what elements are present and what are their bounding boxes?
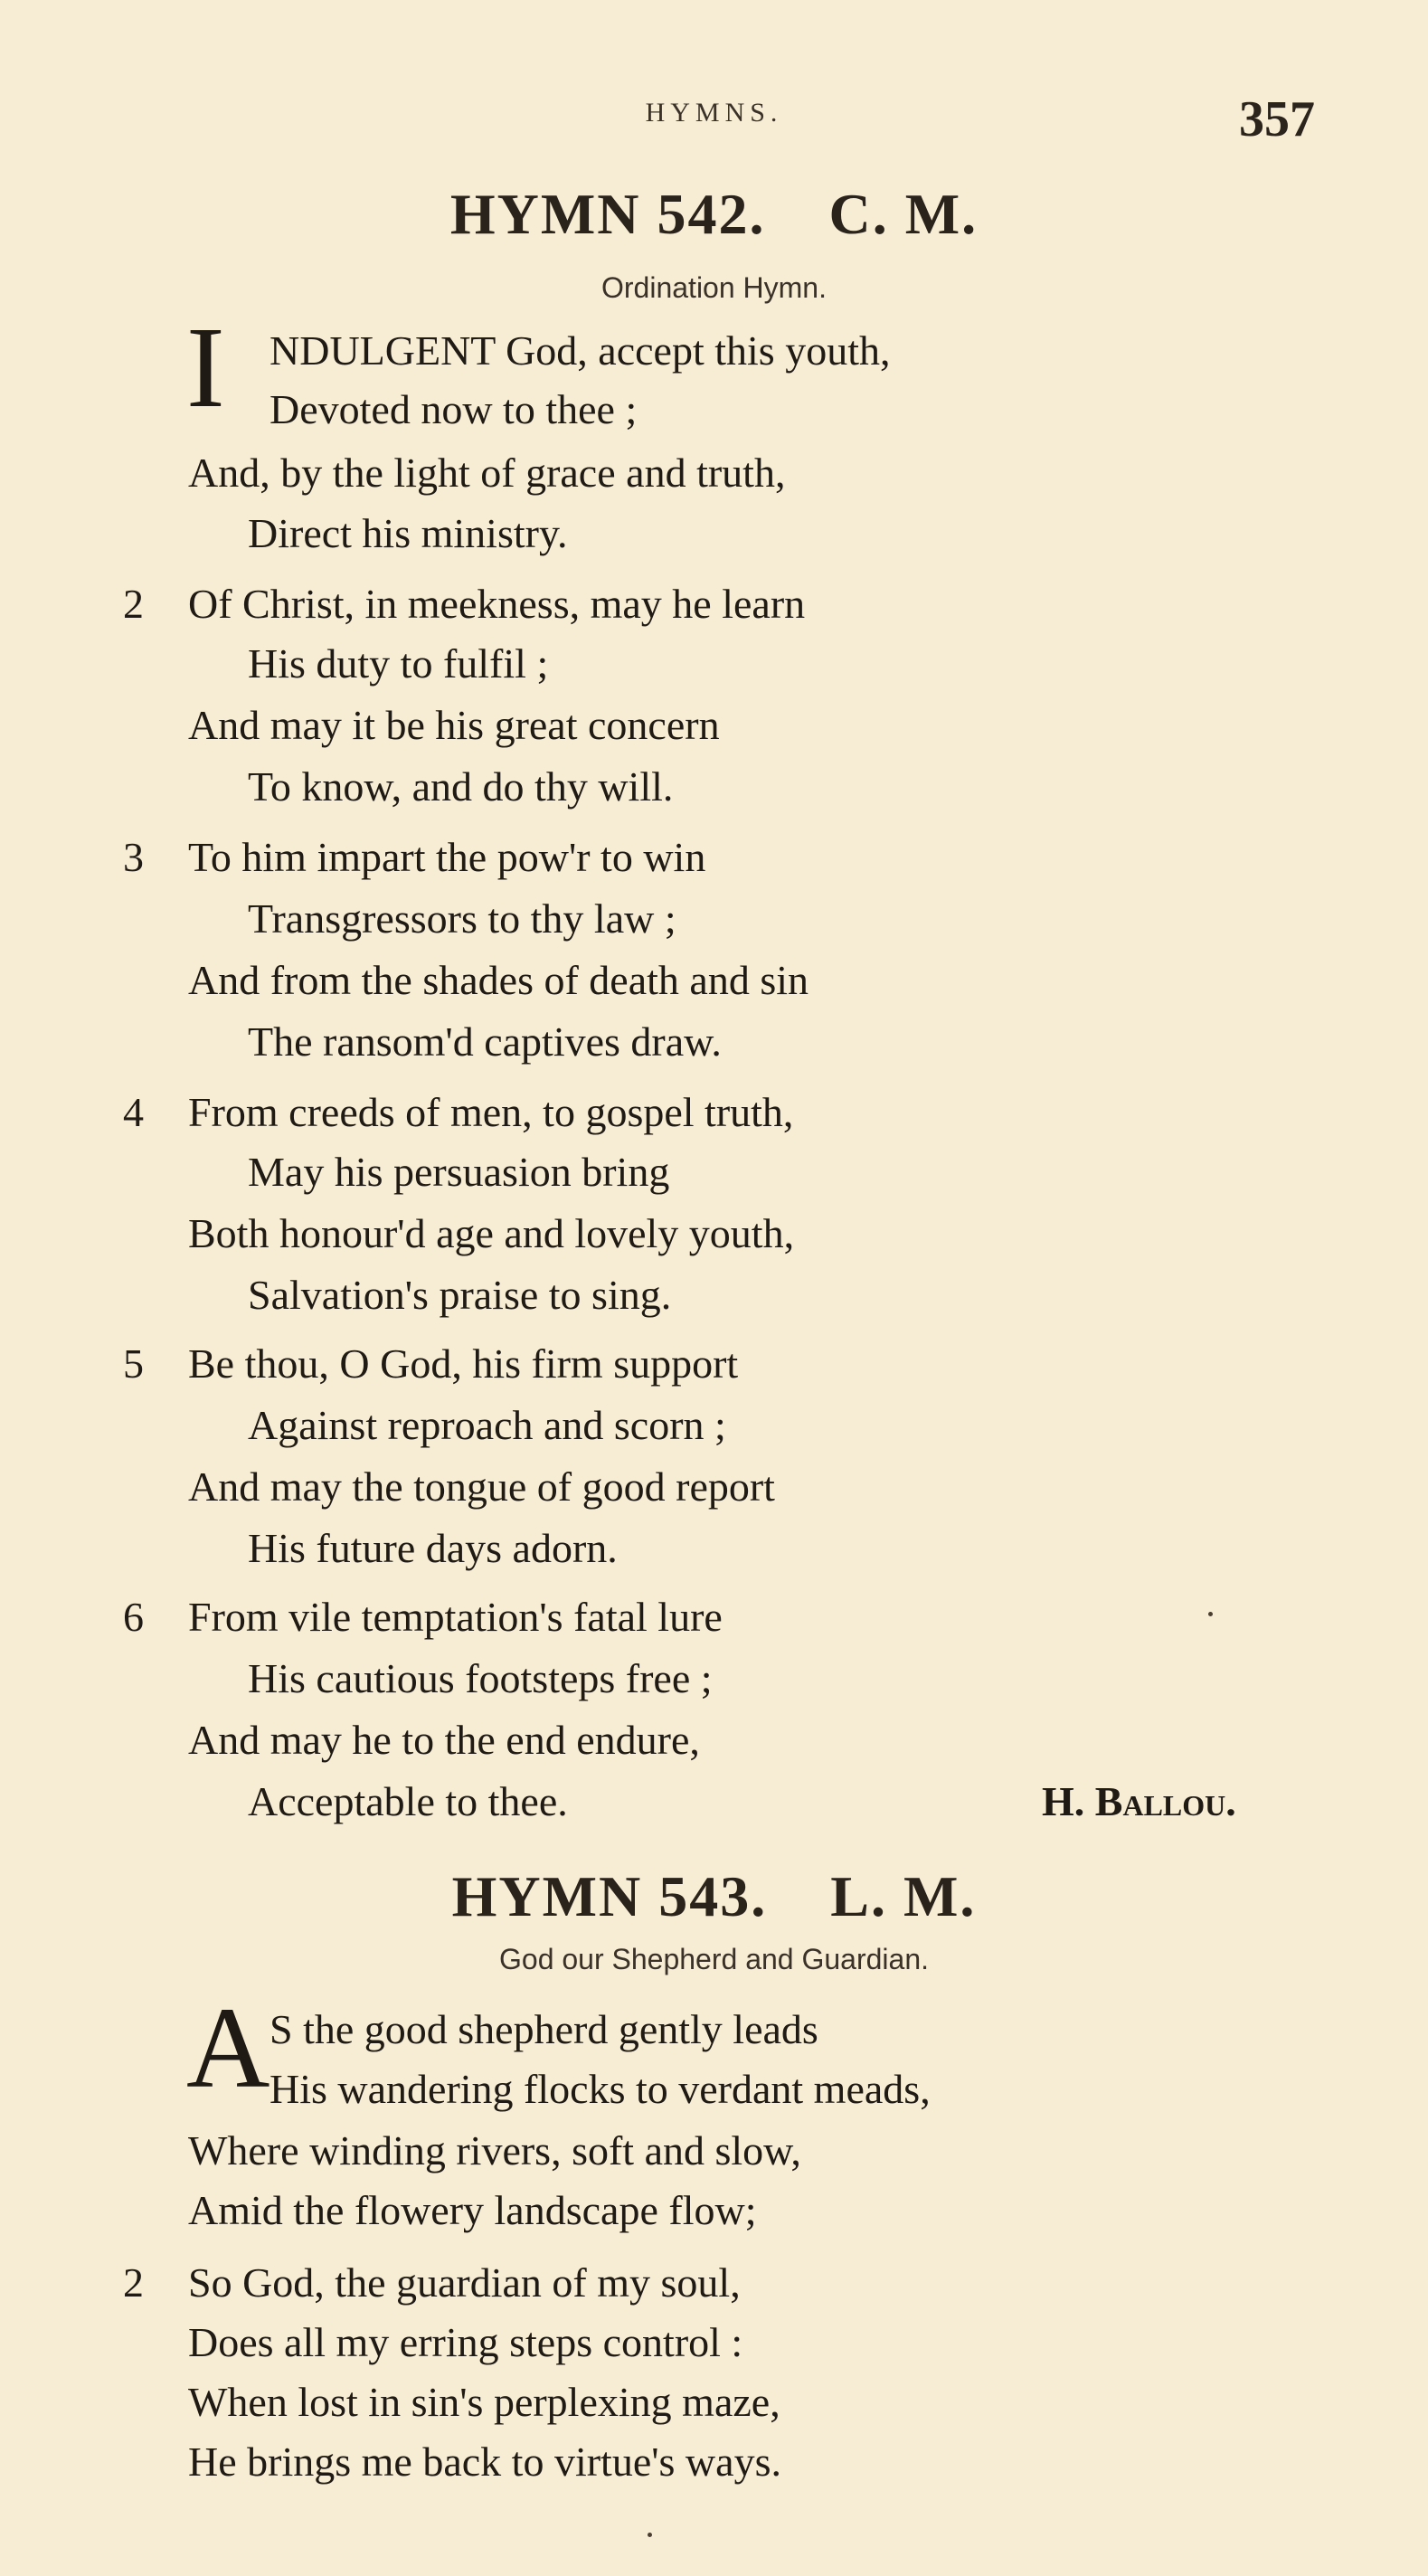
hymn-542-s6-line4: Acceptable to thee. bbox=[248, 1778, 568, 1824]
running-head: HYMNS. bbox=[645, 98, 783, 128]
hymn-542-s2-number: 2 bbox=[123, 581, 144, 627]
hymn-542-s3-line3: And from the shades of death and sin bbox=[188, 957, 809, 1003]
hymn-543-s2-line2: Does all my erring steps control : bbox=[188, 2319, 743, 2365]
hymn-542-s2-line4: To know, and do thy will. bbox=[248, 763, 674, 810]
hymn-543-s2-line4: He brings me back to virtue's ways. bbox=[188, 2439, 781, 2485]
hymn-543-subtitle: God our Shepherd and Guardian. bbox=[499, 1943, 929, 1975]
hymn-542-meter: C. M. bbox=[828, 182, 979, 246]
print-speck bbox=[1208, 1612, 1213, 1616]
hymn-543-s1-line3: Where winding rivers, soft and slow, bbox=[188, 2127, 801, 2174]
hymn-542-s3-line4: The ransom'd captives draw. bbox=[248, 1018, 722, 1065]
hymn-543-s1-line2: His wandering flocks to verdant meads, bbox=[270, 2066, 931, 2112]
hymn-543-s1-line4: Amid the flowery landscape flow; bbox=[188, 2187, 757, 2233]
hymn-542-s1-line2: Devoted now to thee ; bbox=[270, 386, 638, 432]
page-number: 357 bbox=[1239, 91, 1315, 147]
hymn-542-s4-line1: From creeds of men, to gospel truth, bbox=[188, 1089, 794, 1135]
hymn-543-s1-line1: S the good shepherd gently leads bbox=[270, 2006, 818, 2052]
hymn-542-s6-number: 6 bbox=[123, 1594, 144, 1640]
hymn-542-s5-number: 5 bbox=[123, 1340, 144, 1387]
hymn-542-s4-line3: Both honour'd age and lovely youth, bbox=[188, 1210, 795, 1256]
hymn-542-s6-line2: His cautious footsteps free ; bbox=[248, 1655, 713, 1701]
hymn-542-s5-line2: Against reproach and scorn ; bbox=[248, 1402, 726, 1448]
hymn-543-dropcap: A bbox=[186, 1984, 270, 2112]
hymn-542-s6-line1: From vile temptation's fatal lure bbox=[188, 1594, 723, 1640]
hymn-542-s1-line4: Direct his ministry. bbox=[248, 510, 568, 556]
hymn-542-s1-line3: And, by the light of grace and truth, bbox=[188, 450, 786, 496]
hymn-543-s2-line1: So God, the guardian of my soul, bbox=[188, 2259, 741, 2306]
hymn-542-s5-line1: Be thou, O God, his firm support bbox=[188, 1340, 739, 1387]
hymn-542-author: H. Ballou. bbox=[1042, 1778, 1236, 1824]
hymn-543-meter: L. M. bbox=[830, 1864, 977, 1928]
hymn-543-title: HYMN 543. bbox=[451, 1864, 768, 1928]
hymn-542-s3-line1: To him impart the pow'r to win bbox=[188, 834, 706, 880]
hymn-543-s2-line3: When lost in sin's perplexing maze, bbox=[188, 2379, 780, 2425]
hymn-542-s4-line2: May his persuasion bring bbox=[248, 1149, 670, 1195]
print-speck bbox=[648, 2533, 652, 2537]
hymn-542-s2-line3: And may it be his great concern bbox=[188, 702, 720, 748]
hymn-542-s4-line4: Salvation's praise to sing. bbox=[248, 1272, 672, 1318]
hymn-542-s5-line3: And may the tongue of good report bbox=[188, 1463, 775, 1510]
hymn-542-s1-line1: NDULGENT God, accept this youth, bbox=[270, 327, 891, 374]
hymn-542-subtitle: Ordination Hymn. bbox=[601, 271, 827, 304]
hymn-542-s4-number: 4 bbox=[123, 1089, 144, 1135]
hymn-542-s2-line1: Of Christ, in meekness, may he learn bbox=[188, 581, 806, 627]
hymn-542-heading bbox=[0, 181, 1428, 248]
hymn-543-s2-number: 2 bbox=[123, 2259, 144, 2306]
hymn-542-s3-line2: Transgressors to thy law ; bbox=[248, 895, 676, 942]
hymn-542-title: HYMN 542. bbox=[449, 182, 766, 246]
hymn-542-s2-line2: His duty to fulfil ; bbox=[248, 640, 549, 687]
hymn-542-s3-number: 3 bbox=[123, 834, 144, 880]
hymn-542-dropcap: I bbox=[186, 303, 225, 431]
hymn-542-s6-line3: And may he to the end endure, bbox=[188, 1717, 700, 1763]
hymn-543-heading bbox=[0, 1863, 1428, 1930]
hymn-542-s5-line4: His future days adorn. bbox=[248, 1525, 618, 1571]
